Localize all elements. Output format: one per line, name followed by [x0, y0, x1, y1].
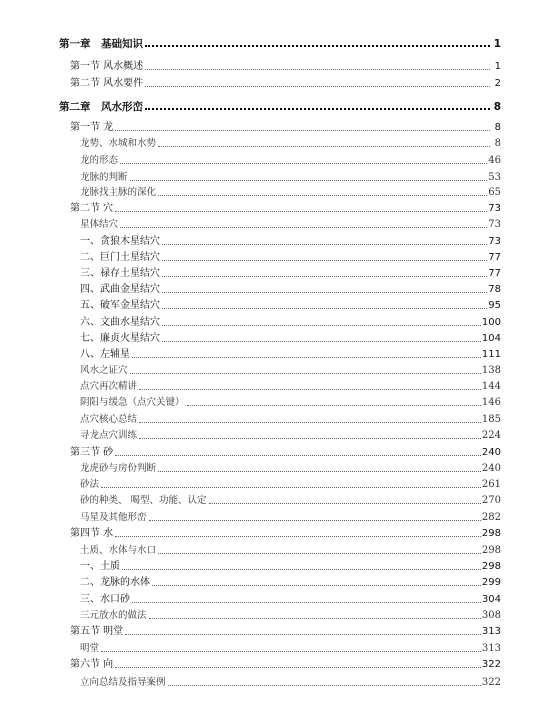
- toc-entry: [70, 74, 501, 90]
- dot-leader: [187, 404, 481, 406]
- toc-entry-title: 第一节 风水概述: [70, 61, 144, 72]
- toc-entry-title: 点穴再次精讲: [80, 381, 138, 392]
- toc-entry-page-number: 298: [481, 528, 501, 539]
- dot-leader: [162, 275, 487, 277]
- toc-entry: [80, 151, 501, 167]
- dot-leader: [158, 552, 481, 554]
- toc-entry-title: 第一节 龙: [70, 122, 114, 133]
- toc-entry: [80, 296, 501, 312]
- toc-entry: [80, 313, 501, 329]
- toc-entry-page-number: 308: [481, 610, 501, 621]
- toc-entry: [70, 118, 501, 134]
- dot-leader: [158, 145, 490, 147]
- toc-entry: [80, 475, 501, 491]
- dot-leader: [162, 259, 487, 261]
- toc-entry: [80, 232, 501, 248]
- toc-entry-title: 龙脉找主脉的深化: [80, 187, 157, 198]
- toc-entry-title: 第五节 明堂: [70, 626, 124, 637]
- toc-entry: [80, 168, 501, 184]
- toc-entry: [70, 655, 501, 671]
- toc-entry-title: 寻龙点穴训练: [80, 430, 138, 441]
- dot-leader: [149, 617, 481, 619]
- toc-entry-page-number: 111: [481, 349, 501, 360]
- toc-entry-title: 第四节 水: [70, 528, 114, 539]
- toc-entry: [80, 541, 501, 557]
- toc-entry-title: 四、武曲金星结穴: [80, 284, 160, 295]
- toc-entry: [80, 264, 501, 280]
- toc-entry-page-number: 95: [488, 300, 501, 311]
- toc-entry-title: 第二章 风水形峦: [59, 101, 143, 113]
- toc-entry: [80, 426, 501, 442]
- dot-leader: [115, 666, 481, 668]
- dot-leader: [132, 356, 481, 358]
- toc-entry: [70, 622, 501, 638]
- toc-entry: [80, 673, 501, 689]
- toc-entry: [80, 361, 501, 377]
- toc-entry: [59, 97, 501, 113]
- toc-entry-title: 三、禄存土星结穴: [80, 268, 160, 279]
- toc-entry-page-number: 78: [488, 284, 501, 295]
- dot-leader: [145, 44, 490, 47]
- dot-leader: [125, 633, 481, 635]
- toc-entry: [80, 573, 501, 589]
- toc-entry: [70, 57, 501, 73]
- dot-leader: [145, 68, 490, 70]
- toc-entry: [80, 329, 501, 345]
- toc-entry: [80, 606, 501, 622]
- toc-entry-title: 第三节 砂: [70, 447, 114, 458]
- toc-entry-title: 七、廉贞火星结穴: [80, 333, 160, 344]
- toc-entry-title: 一、贪狼木星结穴: [80, 236, 160, 247]
- toc-entry-page-number: 8: [494, 138, 501, 149]
- toc-entry: [80, 410, 501, 426]
- dot-leader: [158, 470, 481, 472]
- toc-entry: [80, 459, 501, 475]
- dot-leader: [115, 129, 490, 131]
- toc-entry: [70, 199, 501, 215]
- toc-entry: [80, 280, 501, 296]
- toc-entry-page-number: 322: [481, 659, 501, 670]
- toc-entry: [80, 183, 501, 199]
- toc-entry-page-number: 146: [481, 397, 501, 408]
- toc-entry-page-number: 73: [488, 219, 501, 230]
- toc-entry-title: 风水之证穴: [80, 365, 128, 376]
- dot-leader: [162, 291, 487, 293]
- toc-entry-page-number: 261: [481, 479, 501, 490]
- dot-leader: [115, 210, 487, 212]
- dot-leader: [162, 243, 487, 245]
- dot-leader: [115, 454, 481, 456]
- toc-entry-title: 六、文曲水星结穴: [80, 317, 160, 328]
- dot-leader: [145, 107, 490, 110]
- toc-entry-page-number: 1: [493, 38, 501, 50]
- dot-leader: [145, 85, 490, 87]
- toc-entry: [80, 345, 501, 361]
- toc-entry-title: 第一章 基础知识: [59, 38, 143, 50]
- toc-entry-title: 土质、水体与水口: [80, 545, 157, 556]
- toc-entry-title: 三、水口砂: [80, 594, 130, 605]
- toc-entry-page-number: 8: [494, 122, 501, 133]
- dot-leader: [139, 388, 481, 390]
- toc-entry-title: 砂法: [80, 479, 100, 490]
- toc-entry-page-number: 100: [481, 317, 501, 328]
- toc-entry-page-number: 282: [481, 512, 501, 523]
- toc-entry-page-number: 299: [481, 577, 501, 588]
- toc-entry-page-number: 313: [481, 626, 501, 637]
- toc-entry-page-number: 53: [488, 172, 501, 183]
- toc-entry-title: 一、土质: [80, 561, 120, 572]
- dot-leader: [139, 421, 481, 423]
- toc-entry-title: 龙势、水城和水势: [80, 138, 157, 149]
- dot-leader: [132, 601, 481, 603]
- toc-entry-title: 龙的形态: [80, 155, 119, 166]
- toc-entry-title: 砂的种类、 喝型、功能、认定: [80, 495, 207, 506]
- toc-entry-page-number: 313: [481, 643, 501, 654]
- toc-entry-page-number: 298: [481, 561, 501, 572]
- toc-entry-title: 马星及其他形峦: [80, 512, 147, 523]
- toc-entry-title: 第六节 向: [70, 659, 114, 670]
- toc-entry-page-number: 270: [481, 495, 501, 506]
- toc-entry-title: 点穴核心总结: [80, 414, 138, 425]
- toc-entry-title: 第二节 穴: [70, 203, 114, 214]
- toc-entry-page-number: 46: [488, 155, 501, 166]
- toc-entry: [80, 248, 501, 264]
- toc-entry-page-number: 104: [481, 333, 501, 344]
- toc-entry-title: 第二节 风水要件: [70, 78, 144, 89]
- dot-leader: [130, 372, 481, 374]
- toc-entry-title: 龙脉的判断: [80, 172, 128, 183]
- dot-leader: [101, 486, 481, 488]
- toc-entry-title: 立向总结及指导案例: [80, 677, 166, 688]
- dot-leader: [168, 684, 481, 686]
- toc-entry: [80, 508, 501, 524]
- toc-entry-title: 五、破军金星结穴: [80, 300, 160, 311]
- toc-entry-title: 星体结穴: [80, 219, 119, 230]
- toc-entry-page-number: 73: [488, 203, 501, 214]
- dot-leader: [162, 340, 481, 342]
- toc-entry-title: 二、龙脉的水体: [80, 577, 150, 588]
- dot-leader: [130, 179, 488, 181]
- toc-entry-page-number: 240: [481, 447, 501, 458]
- toc-entry: [80, 377, 501, 393]
- dot-leader: [101, 650, 481, 652]
- toc-entry: [80, 557, 501, 573]
- toc-entry: [80, 393, 501, 409]
- toc-entry: [80, 215, 501, 231]
- toc-entry-page-number: 144: [481, 381, 501, 392]
- toc-entry-title: 三元放水的做法: [80, 610, 147, 621]
- dot-leader: [162, 324, 481, 326]
- toc-entry-page-number: 240: [481, 463, 501, 474]
- toc-entry: [80, 590, 501, 606]
- toc-entry-page-number: 77: [488, 252, 501, 263]
- toc-entry-page-number: 224: [481, 430, 501, 441]
- toc-entry-page-number: 73: [488, 236, 501, 247]
- toc-entry: [80, 639, 501, 655]
- toc-entry-title: 二、巨门土星结穴: [80, 252, 160, 263]
- toc-entry-title: 龙虎砂与房份判断: [80, 463, 157, 474]
- toc-entry: [70, 524, 501, 540]
- toc-entry: [70, 443, 501, 459]
- toc-entry-page-number: 77: [488, 268, 501, 279]
- toc-entry-page-number: 65: [488, 187, 501, 198]
- toc-entry-page-number: 8: [493, 101, 501, 113]
- toc-entry-page-number: 1: [494, 61, 501, 72]
- dot-leader: [158, 194, 487, 196]
- toc-entry-page-number: 298: [481, 545, 501, 556]
- toc-entry-title: 八、左辅星: [80, 349, 130, 360]
- dot-leader: [149, 519, 481, 521]
- toc-entry-page-number: 138: [481, 365, 501, 376]
- dot-leader: [120, 162, 487, 164]
- toc-entry-page-number: 322: [481, 677, 501, 688]
- dot-leader: [122, 568, 481, 570]
- toc-entry: [80, 491, 501, 507]
- dot-leader: [139, 437, 481, 439]
- toc-entry-page-number: 304: [481, 594, 501, 605]
- toc-entry: [59, 34, 501, 50]
- dot-leader: [162, 307, 487, 309]
- toc-entry-title: 明堂: [80, 643, 100, 654]
- dot-leader: [209, 502, 481, 504]
- toc-entry: [80, 134, 501, 150]
- dot-leader: [152, 584, 481, 586]
- dot-leader: [120, 226, 487, 228]
- toc-entry-page-number: 2: [494, 78, 501, 89]
- toc-entry-title: 阴阳与缓急（点穴关键）: [80, 397, 185, 408]
- dot-leader: [115, 535, 481, 537]
- toc-entry-page-number: 185: [481, 414, 501, 425]
